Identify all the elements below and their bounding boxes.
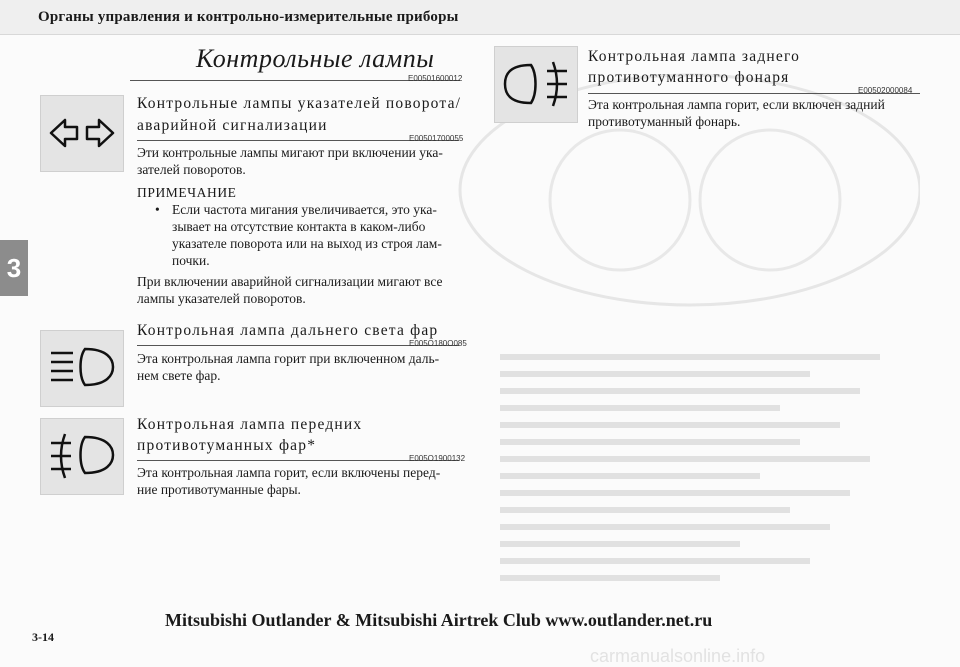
front-fog-icon [41, 419, 123, 494]
hazard-text-1: При включении аварийной сигнализации мигают все [137, 274, 443, 289]
turn-signal-arrows-icon [41, 96, 123, 171]
high-beam-title: Контрольная лампа дальнего света фар [137, 322, 439, 339]
turn-signal-text-1: Эти контрольные лампы мигают при включении ука- [137, 145, 443, 160]
hazard-text-2: лампы указателей поворотов. [137, 291, 306, 306]
front-fog-code: E005O1900132 [409, 454, 466, 463]
footer-club-text: Mitsubishi Outlander & Mitsubishi Airtrek Club www.outlander.net.ru [165, 610, 713, 630]
rear-fog-title-1: Контрольная лампа заднего [588, 48, 801, 65]
note-text-3: указателе поворота или на выход из строя лам- [172, 236, 442, 251]
front-fog-text-2: ние противотуманные фары. [137, 482, 301, 497]
section-code: E00501600012 [408, 74, 463, 83]
high-beam-text-1: Эта контрольная лампа горит при включенном даль- [137, 351, 440, 366]
page-header-title: Органы управления и контрольно-измерительные приборы [38, 9, 459, 25]
front-fog-title-1: Контрольная лампа передних [137, 416, 363, 433]
chapter-number: 3 [6, 252, 22, 283]
note-text-1: Если частота мигания увеличивается, это ука- [172, 202, 437, 217]
note-label: ПРИМЕЧАНИЕ [137, 185, 237, 200]
note-bullet: • [155, 202, 160, 217]
turn-signal-code: E00501700055 [409, 134, 464, 143]
high-beam-icon-box [40, 330, 124, 407]
high-beam-code: E005O180O085 [409, 339, 467, 348]
turn-signal-icon-box [40, 95, 124, 172]
watermark: carmanualsonline.info [590, 646, 766, 666]
rear-fog-text-2: противотуманный фонарь. [588, 114, 741, 129]
rear-fog-text-1: Эта контрольная лампа горит, если включен задний [588, 97, 885, 112]
rear-fog-title-2: противотуманного фонаря [588, 69, 790, 86]
high-beam-text-2: нем свете фар. [137, 368, 221, 383]
chapter-tab [0, 240, 28, 296]
front-fog-title-2: противотуманных фар* [137, 437, 317, 454]
rear-fog-icon-box [494, 46, 578, 123]
note-text-2: зывает на отсутствие контакта в каком-либо [172, 219, 426, 234]
note-text-4: почки. [172, 253, 210, 268]
turn-signal-title-2: аварийной сигнализации [137, 117, 328, 134]
rear-fog-code: E00502000084 [858, 86, 913, 95]
turn-signal-title-1: Контрольные лампы указателей поворота/ [137, 95, 462, 112]
turn-signal-text-2: зателей поворотов. [137, 162, 246, 177]
page-number: 3-14 [32, 630, 54, 644]
high-beam-icon [41, 331, 123, 406]
front-fog-icon-box [40, 418, 124, 495]
front-fog-text-1: Эта контрольная лампа горит, если включены перед- [137, 465, 441, 480]
bleed-through-text [480, 352, 920, 592]
section-title: Контрольные лампы [196, 44, 435, 73]
rear-fog-icon [495, 47, 577, 122]
